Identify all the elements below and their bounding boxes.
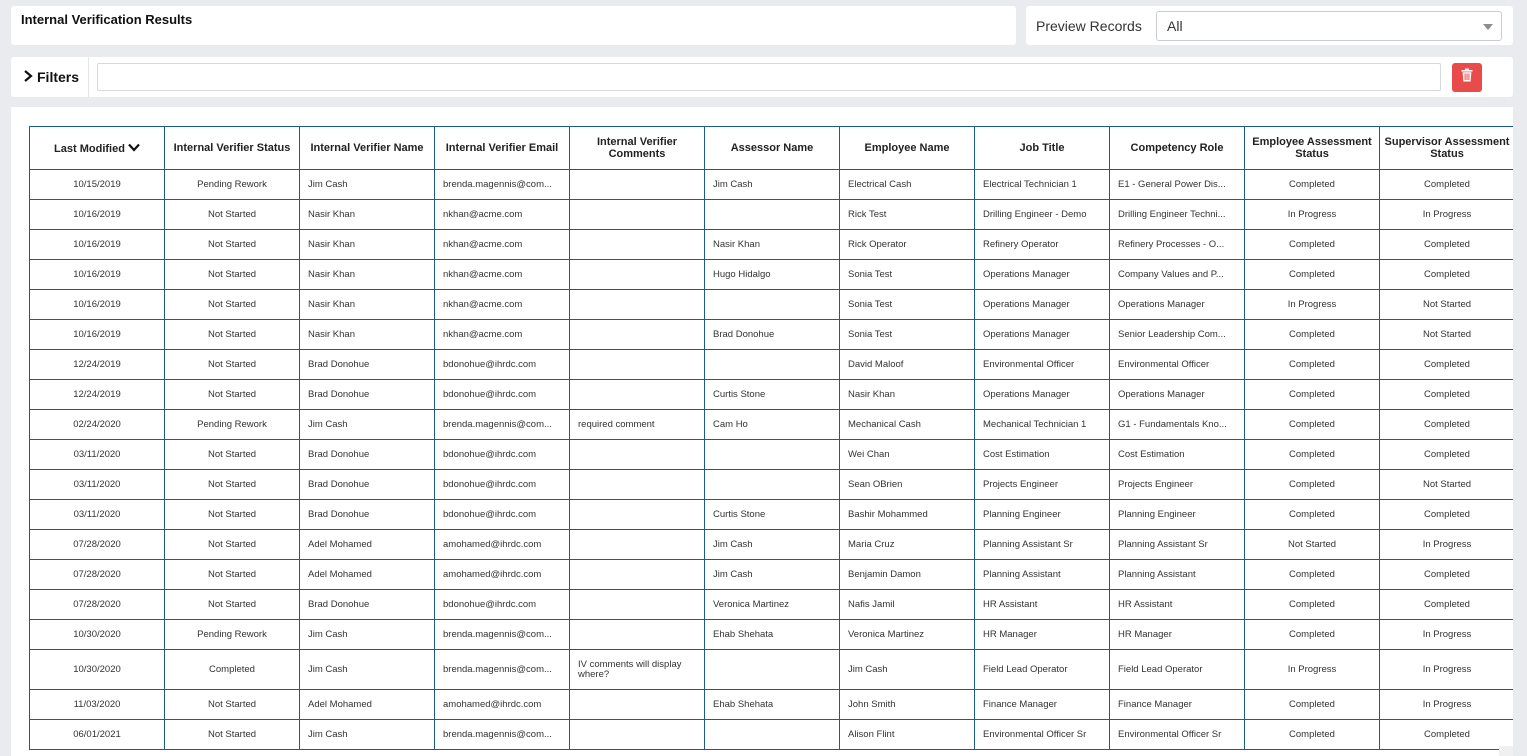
cell-internal-verifier-email: bdonohue@ihrdc.com — [435, 380, 570, 410]
table-row[interactable] — [30, 470, 1514, 500]
cell-employee-assessment-status: In Progress — [1245, 200, 1380, 230]
cell-internal-verifier-comments — [570, 200, 705, 230]
cell-internal-verifier-name: Jim Cash — [300, 720, 435, 750]
cell-last-modified: 12/24/2019 — [30, 380, 165, 410]
cell-internal-verifier-comments: required comment — [570, 410, 705, 440]
cell-job-title: Refinery Operator — [975, 230, 1110, 260]
cell-internal-verifier-status: Not Started — [165, 560, 300, 590]
cell-assessor-name: Curtis Stone — [705, 380, 840, 410]
cell-competency-role: Environmental Officer Sr — [1110, 720, 1245, 750]
cell-supervisor-assessment-status: Completed — [1380, 230, 1514, 260]
scrollbar-corner — [1499, 746, 1513, 756]
cell-internal-verifier-comments — [570, 170, 705, 200]
cell-job-title: Operations Manager — [975, 260, 1110, 290]
cell-internal-verifier-name: Brad Donohue — [300, 590, 435, 620]
column-header-label: Internal Verifier Comments — [596, 136, 678, 160]
cell-internal-verifier-status: Not Started — [165, 230, 300, 260]
column-header-competency-role[interactable] — [1110, 127, 1245, 170]
preview-records-select[interactable] — [1156, 11, 1502, 41]
cell-assessor-name — [705, 470, 840, 500]
cell-internal-verifier-comments — [570, 350, 705, 380]
cell-assessor-name: Veronica Martinez — [705, 590, 840, 620]
cell-last-modified: 02/24/2020 — [30, 410, 165, 440]
cell-internal-verifier-comments — [570, 470, 705, 500]
cell-employee-assessment-status: Completed — [1245, 470, 1380, 500]
cell-last-modified: 10/16/2019 — [30, 290, 165, 320]
cell-assessor-name: Ehab Shehata — [705, 620, 840, 650]
cell-internal-verifier-name: Brad Donohue — [300, 440, 435, 470]
cell-competency-role: E1 - General Power Dis... — [1110, 170, 1245, 200]
column-header-internal-verifier-email[interactable] — [435, 127, 570, 170]
column-header-label: Last Modified — [54, 142, 125, 155]
cell-employee-name: Bashir Mohammed — [840, 500, 975, 530]
cell-internal-verifier-status: Not Started — [165, 500, 300, 530]
column-header-label: Supervisor Assessment Status — [1384, 136, 1510, 160]
cell-internal-verifier-comments — [570, 230, 705, 260]
cell-internal-verifier-name: Nasir Khan — [300, 230, 435, 260]
cell-employee-assessment-status: Completed — [1245, 440, 1380, 470]
cell-assessor-name — [705, 350, 840, 380]
cell-assessor-name: Jim Cash — [705, 560, 840, 590]
cell-last-modified: 03/11/2020 — [30, 470, 165, 500]
table-row[interactable] — [30, 170, 1514, 200]
cell-internal-verifier-status: Not Started — [165, 260, 300, 290]
cell-last-modified: 07/28/2020 — [30, 560, 165, 590]
cell-internal-verifier-name: Nasir Khan — [300, 320, 435, 350]
cell-competency-role: HR Manager — [1110, 620, 1245, 650]
cell-internal-verifier-status: Not Started — [165, 290, 300, 320]
cell-internal-verifier-comments — [570, 720, 705, 750]
cell-internal-verifier-email: brenda.magennis@com... — [435, 650, 570, 690]
cell-internal-verifier-status: Not Started — [165, 690, 300, 720]
cell-employee-assessment-status: Completed — [1245, 620, 1380, 650]
clear-filters-button[interactable] — [1452, 63, 1482, 92]
cell-assessor-name: Curtis Stone — [705, 500, 840, 530]
cell-last-modified: 07/28/2020 — [30, 530, 165, 560]
table-row[interactable] — [30, 590, 1514, 620]
cell-internal-verifier-status: Not Started — [165, 720, 300, 750]
column-header-label: Competency Role — [1130, 142, 1224, 154]
cell-assessor-name — [705, 720, 840, 750]
preview-records-value: All — [1167, 18, 1183, 34]
cell-job-title: Planning Assistant — [975, 560, 1110, 590]
cell-internal-verifier-email: brenda.magennis@com... — [435, 620, 570, 650]
cell-internal-verifier-status: Pending Rework — [165, 620, 300, 650]
cell-assessor-name: Cam Ho — [705, 410, 840, 440]
cell-supervisor-assessment-status: In Progress — [1380, 530, 1514, 560]
cell-competency-role: Finance Manager — [1110, 690, 1245, 720]
cell-employee-assessment-status: In Progress — [1245, 650, 1380, 690]
cell-competency-role: HR Assistant — [1110, 590, 1245, 620]
cell-competency-role: Company Values and P... — [1110, 260, 1245, 290]
cell-job-title: HR Manager — [975, 620, 1110, 650]
column-header-internal-verifier-status[interactable] — [165, 127, 300, 170]
cell-supervisor-assessment-status: Completed — [1380, 440, 1514, 470]
table-body — [30, 170, 1514, 750]
cell-internal-verifier-name: Jim Cash — [300, 410, 435, 440]
column-header-label: Internal Verifier Name — [310, 142, 424, 154]
table-row[interactable] — [30, 320, 1514, 350]
table-row[interactable] — [30, 440, 1514, 470]
cell-employee-assessment-status: Completed — [1245, 590, 1380, 620]
cell-job-title: Drilling Engineer - Demo — [975, 200, 1110, 230]
cell-internal-verifier-name: Jim Cash — [300, 620, 435, 650]
cell-supervisor-assessment-status: In Progress — [1380, 200, 1514, 230]
cell-employee-name: Sonia Test — [840, 290, 975, 320]
results-panel — [11, 107, 1513, 756]
cell-internal-verifier-email: bdonohue@ihrdc.com — [435, 350, 570, 380]
cell-supervisor-assessment-status: Completed — [1380, 590, 1514, 620]
cell-job-title: Operations Manager — [975, 380, 1110, 410]
cell-supervisor-assessment-status: In Progress — [1380, 620, 1514, 650]
column-header-label: Internal Verifier Email — [445, 142, 559, 154]
cell-internal-verifier-comments — [570, 530, 705, 560]
cell-employee-name: Wei Chan — [840, 440, 975, 470]
cell-internal-verifier-comments — [570, 440, 705, 470]
cell-supervisor-assessment-status: Not Started — [1380, 470, 1514, 500]
table-row[interactable] — [30, 620, 1514, 650]
cell-job-title: Environmental Officer — [975, 350, 1110, 380]
filters-label: Filters — [37, 69, 80, 85]
table-row[interactable] — [30, 200, 1514, 230]
cell-internal-verifier-name: Jim Cash — [300, 170, 435, 200]
cell-last-modified: 10/30/2020 — [30, 650, 165, 690]
cell-employee-name: Benjamin Damon — [840, 560, 975, 590]
cell-competency-role: Planning Engineer — [1110, 500, 1245, 530]
cell-internal-verifier-email: brenda.magennis@com... — [435, 170, 570, 200]
cell-internal-verifier-status: Not Started — [165, 320, 300, 350]
cell-internal-verifier-status: Pending Rework — [165, 170, 300, 200]
cell-internal-verifier-name: Adel Mohamed — [300, 690, 435, 720]
cell-competency-role: Planning Assistant — [1110, 560, 1245, 590]
cell-competency-role: Drilling Engineer Techni... — [1110, 200, 1245, 230]
chevron-down-icon — [128, 141, 140, 155]
column-header-label: Job Title — [1019, 142, 1065, 154]
cell-employee-name: Rick Test — [840, 200, 975, 230]
cell-job-title: Electrical Technician 1 — [975, 170, 1110, 200]
preview-records-label: Preview Records — [1036, 18, 1142, 34]
cell-job-title: HR Assistant — [975, 590, 1110, 620]
cell-internal-verifier-name: Brad Donohue — [300, 350, 435, 380]
cell-job-title: Environmental Officer Sr — [975, 720, 1110, 750]
cell-internal-verifier-status: Not Started — [165, 530, 300, 560]
cell-internal-verifier-name: Jim Cash — [300, 650, 435, 690]
title-card — [11, 6, 1016, 45]
cell-employee-name: John Smith — [840, 690, 975, 720]
cell-supervisor-assessment-status: Not Started — [1380, 290, 1514, 320]
cell-internal-verifier-email: bdonohue@ihrdc.com — [435, 500, 570, 530]
cell-internal-verifier-name: Nasir Khan — [300, 260, 435, 290]
cell-supervisor-assessment-status: In Progress — [1380, 690, 1514, 720]
cell-internal-verifier-name: Nasir Khan — [300, 290, 435, 320]
cell-internal-verifier-email: amohamed@ihrdc.com — [435, 690, 570, 720]
filters-toggle[interactable] — [11, 57, 89, 97]
cell-employee-name: Mechanical Cash — [840, 410, 975, 440]
cell-supervisor-assessment-status: Completed — [1380, 560, 1514, 590]
column-header-job-title[interactable] — [975, 127, 1110, 170]
table-row[interactable] — [30, 720, 1514, 750]
cell-employee-assessment-status: Completed — [1245, 350, 1380, 380]
table-row[interactable] — [30, 530, 1514, 560]
cell-internal-verifier-email: bdonohue@ihrdc.com — [435, 590, 570, 620]
cell-employee-assessment-status: Not Started — [1245, 530, 1380, 560]
cell-internal-verifier-comments — [570, 500, 705, 530]
cell-employee-name: Veronica Martinez — [840, 620, 975, 650]
cell-supervisor-assessment-status: Completed — [1380, 380, 1514, 410]
cell-job-title: Planning Engineer — [975, 500, 1110, 530]
cell-last-modified: 10/16/2019 — [30, 320, 165, 350]
cell-internal-verifier-status: Not Started — [165, 440, 300, 470]
cell-employee-name: Jim Cash — [840, 650, 975, 690]
table-row[interactable] — [30, 500, 1514, 530]
cell-employee-assessment-status: Completed — [1245, 230, 1380, 260]
column-header-assessor-name[interactable] — [705, 127, 840, 170]
cell-last-modified: 10/16/2019 — [30, 230, 165, 260]
cell-internal-verifier-email: nkhan@acme.com — [435, 230, 570, 260]
cell-internal-verifier-email: nkhan@acme.com — [435, 290, 570, 320]
table-row[interactable] — [30, 560, 1514, 590]
cell-last-modified: 03/11/2020 — [30, 500, 165, 530]
cell-competency-role: Operations Manager — [1110, 290, 1245, 320]
table-row[interactable] — [30, 650, 1514, 690]
column-header-label: Employee Assessment Status — [1252, 136, 1372, 160]
cell-employee-name: Sean OBrien — [840, 470, 975, 500]
column-header-internal-verifier-name[interactable] — [300, 127, 435, 170]
cell-internal-verifier-status: Not Started — [165, 350, 300, 380]
cell-internal-verifier-comments — [570, 290, 705, 320]
cell-employee-assessment-status: Completed — [1245, 260, 1380, 290]
cell-internal-verifier-email: nkhan@acme.com — [435, 320, 570, 350]
cell-job-title: Finance Manager — [975, 690, 1110, 720]
chevron-right-icon — [23, 69, 33, 86]
table-row[interactable] — [30, 350, 1514, 380]
cell-employee-assessment-status: Completed — [1245, 410, 1380, 440]
cell-internal-verifier-email: amohamed@ihrdc.com — [435, 530, 570, 560]
cell-supervisor-assessment-status: Completed — [1380, 410, 1514, 440]
cell-employee-assessment-status: Completed — [1245, 720, 1380, 750]
cell-last-modified: 06/01/2021 — [30, 720, 165, 750]
column-header-label: Employee Name — [864, 142, 950, 154]
cell-internal-verifier-comments — [570, 620, 705, 650]
cell-supervisor-assessment-status: Completed — [1380, 500, 1514, 530]
cell-employee-assessment-status: In Progress — [1245, 290, 1380, 320]
cell-internal-verifier-email: brenda.magennis@com... — [435, 720, 570, 750]
cell-employee-name: Electrical Cash — [840, 170, 975, 200]
cell-internal-verifier-comments — [570, 380, 705, 410]
column-header-employee-assessment-status[interactable] — [1245, 127, 1380, 170]
cell-job-title: Mechanical Technician 1 — [975, 410, 1110, 440]
cell-internal-verifier-name: Adel Mohamed — [300, 560, 435, 590]
cell-internal-verifier-status: Not Started — [165, 380, 300, 410]
cell-internal-verifier-status: Pending Rework — [165, 410, 300, 440]
cell-internal-verifier-name: Brad Donohue — [300, 470, 435, 500]
cell-supervisor-assessment-status: Not Started — [1380, 320, 1514, 350]
page-title: Internal Verification Results — [21, 12, 193, 27]
cell-internal-verifier-email: bdonohue@ihrdc.com — [435, 440, 570, 470]
cell-supervisor-assessment-status: In Progress — [1380, 650, 1514, 690]
cell-internal-verifier-name: Adel Mohamed — [300, 530, 435, 560]
cell-supervisor-assessment-status: Completed — [1380, 260, 1514, 290]
cell-internal-verifier-name: Brad Donohue — [300, 500, 435, 530]
table-row[interactable] — [30, 380, 1514, 410]
cell-last-modified: 07/28/2020 — [30, 590, 165, 620]
cell-internal-verifier-comments — [570, 260, 705, 290]
cell-internal-verifier-status: Completed — [165, 650, 300, 690]
column-header-employee-name[interactable] — [840, 127, 975, 170]
cell-employee-assessment-status: Completed — [1245, 380, 1380, 410]
cell-supervisor-assessment-status: Completed — [1380, 720, 1514, 750]
cell-assessor-name: Hugo Hidalgo — [705, 260, 840, 290]
column-header-label: Internal Verifier Status — [173, 142, 291, 154]
cell-assessor-name — [705, 200, 840, 230]
cell-competency-role: Cost Estimation — [1110, 440, 1245, 470]
cell-supervisor-assessment-status: Completed — [1380, 170, 1514, 200]
table-row[interactable] — [30, 230, 1514, 260]
cell-internal-verifier-email: amohamed@ihrdc.com — [435, 560, 570, 590]
cell-competency-role: Senior Leadership Com... — [1110, 320, 1245, 350]
cell-employee-assessment-status: Completed — [1245, 320, 1380, 350]
filter-input[interactable] — [97, 63, 1441, 91]
cell-assessor-name — [705, 440, 840, 470]
column-header-internal-verifier-comments[interactable] — [570, 127, 705, 170]
cell-internal-verifier-name: Brad Donohue — [300, 380, 435, 410]
cell-internal-verifier-comments — [570, 690, 705, 720]
cell-employee-assessment-status: Completed — [1245, 500, 1380, 530]
cell-employee-name: David Maloof — [840, 350, 975, 380]
cell-competency-role: Operations Manager — [1110, 380, 1245, 410]
cell-last-modified: 10/15/2019 — [30, 170, 165, 200]
cell-job-title: Field Lead Operator — [975, 650, 1110, 690]
cell-employee-assessment-status: Completed — [1245, 690, 1380, 720]
cell-job-title: Projects Engineer — [975, 470, 1110, 500]
table-row[interactable] — [30, 290, 1514, 320]
cell-competency-role: G1 - Fundamentals Kno... — [1110, 410, 1245, 440]
cell-competency-role: Refinery Processes - O... — [1110, 230, 1245, 260]
column-header-supervisor-assessment-status[interactable] — [1380, 127, 1514, 170]
column-header-last-modified[interactable] — [30, 127, 165, 170]
cell-assessor-name: Nasir Khan — [705, 230, 840, 260]
cell-internal-verifier-comments — [570, 560, 705, 590]
cell-job-title: Cost Estimation — [975, 440, 1110, 470]
cell-internal-verifier-status: Not Started — [165, 200, 300, 230]
cell-internal-verifier-email: nkhan@acme.com — [435, 260, 570, 290]
table-header-row — [30, 127, 1514, 170]
cell-employee-assessment-status: Completed — [1245, 170, 1380, 200]
cell-competency-role: Projects Engineer — [1110, 470, 1245, 500]
trash-icon — [1461, 68, 1473, 87]
cell-employee-name: Maria Cruz — [840, 530, 975, 560]
cell-supervisor-assessment-status: Completed — [1380, 350, 1514, 380]
cell-assessor-name — [705, 290, 840, 320]
cell-internal-verifier-email: nkhan@acme.com — [435, 200, 570, 230]
column-header-label: Assessor Name — [730, 142, 814, 154]
cell-employee-name: Sonia Test — [840, 320, 975, 350]
cell-last-modified: 12/24/2019 — [30, 350, 165, 380]
cell-assessor-name: Ehab Shehata — [705, 690, 840, 720]
cell-assessor-name: Jim Cash — [705, 170, 840, 200]
cell-last-modified: 10/30/2020 — [30, 620, 165, 650]
cell-last-modified: 10/16/2019 — [30, 260, 165, 290]
cell-employee-assessment-status: Completed — [1245, 560, 1380, 590]
cell-employee-name: Alison Flint — [840, 720, 975, 750]
cell-employee-name: Sonia Test — [840, 260, 975, 290]
cell-last-modified: 11/03/2020 — [30, 690, 165, 720]
cell-last-modified: 03/11/2020 — [30, 440, 165, 470]
cell-assessor-name: Brad Donohue — [705, 320, 840, 350]
cell-employee-name: Nasir Khan — [840, 380, 975, 410]
cell-internal-verifier-comments — [570, 320, 705, 350]
cell-assessor-name: Jim Cash — [705, 530, 840, 560]
preview-records-panel — [1026, 6, 1513, 45]
cell-last-modified: 10/16/2019 — [30, 200, 165, 230]
cell-job-title: Operations Manager — [975, 320, 1110, 350]
cell-competency-role: Environmental Officer — [1110, 350, 1245, 380]
cell-competency-role: Planning Assistant Sr — [1110, 530, 1245, 560]
cell-job-title: Planning Assistant Sr — [975, 530, 1110, 560]
cell-assessor-name — [705, 650, 840, 690]
cell-internal-verifier-email: brenda.magennis@com... — [435, 410, 570, 440]
cell-internal-verifier-name: Nasir Khan — [300, 200, 435, 230]
table-row[interactable] — [30, 260, 1514, 290]
chevron-down-icon — [1483, 24, 1493, 30]
table-row[interactable] — [30, 690, 1514, 720]
cell-job-title: Operations Manager — [975, 290, 1110, 320]
cell-internal-verifier-comments — [570, 590, 705, 620]
results-table — [29, 126, 1513, 750]
cell-employee-name: Rick Operator — [840, 230, 975, 260]
table-row[interactable] — [30, 410, 1514, 440]
cell-internal-verifier-status: Not Started — [165, 470, 300, 500]
filter-bar — [11, 57, 1513, 97]
cell-competency-role: Field Lead Operator — [1110, 650, 1245, 690]
cell-employee-name: Nafis Jamil — [840, 590, 975, 620]
cell-internal-verifier-comments: IV comments will display where? — [570, 650, 705, 690]
cell-internal-verifier-status: Not Started — [165, 590, 300, 620]
cell-internal-verifier-email: bdonohue@ihrdc.com — [435, 470, 570, 500]
